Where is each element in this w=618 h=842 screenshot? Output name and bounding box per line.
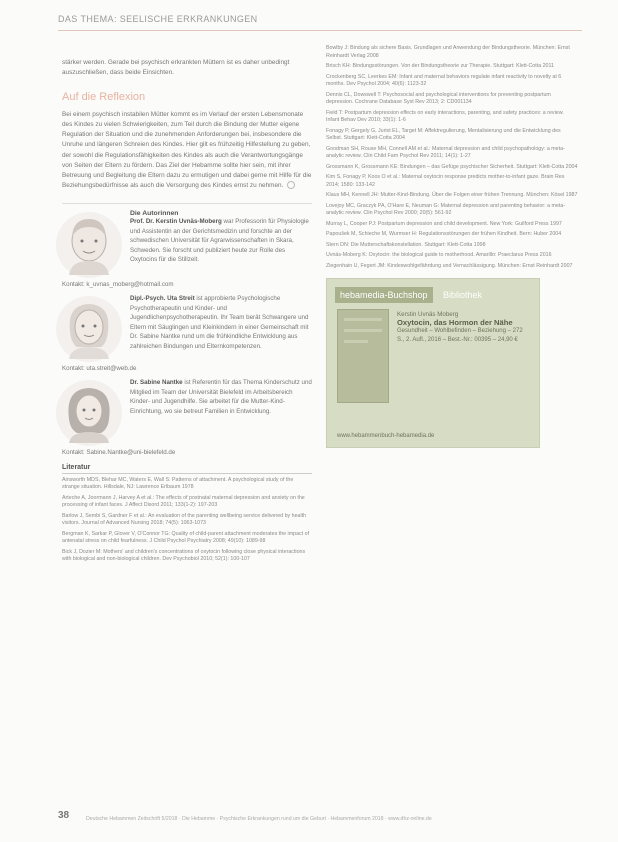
intro-paragraph: stärker werden. Gerade bei psychisch erkrankten Müttern ist es daher unbedingt auszuschließen, dass beide Einsichten.	[62, 59, 290, 77]
reference-item: Papoušek M, Schieche M, Wurmser H: Regulationsstörungen der frühen Kindheit. Bern: Huber 2004	[326, 231, 562, 237]
end-mark-icon	[287, 181, 295, 189]
ad-logo: Bibliothek	[443, 290, 483, 300]
reference-item: Grossmann K, Grossmann KE: Bindungen – das Gefüge psychischer Sicherheit. Stuttgart: Klett-Cotta 2004	[326, 163, 578, 170]
reference-item: Fonagy P, Gergely G, Jurist EL, Target M: Affektregulierung, Mentalisierung und die Entwicklung des Selbst. Stuttgart: Klett-Cotta 2004	[326, 127, 561, 141]
page-number: 38	[58, 810, 70, 821]
author-portrait-2	[56, 296, 122, 362]
reference-item: Klaus MH, Kennell JH: Mutter-Kind-Bindung. Über die Folgen einer frühen Trennung. München: Kösel 1987	[326, 192, 578, 198]
author-contact-1: Kontakt: k_uvnas_moberg@hotmail.com	[62, 280, 174, 288]
reference-item: Brisch KH: Bindungsstörungen. Von der Bindungstheorie zur Therapie. Stuttgart: Klett-Cotta 2011	[326, 63, 554, 69]
reference-item: Bowlby J: Bindung als sichere Basis. Grundlagen und Anwendung der Bindungstheorie. München: Ernst Reinhardt Verlag 2008	[326, 45, 570, 59]
author-text-3: ist Referentin für das Thema Kinderschutz und Mitglied im Team der Universität Bielefeld im Arbeitsbereich Kinder- und Jugendhilfe. Sie arbeitet für die Mutter-Kind-Einrichtung, wo sie betreut Familien in Entwicklung.	[130, 378, 312, 415]
reference-item: Uvnäs-Moberg K: Oxytocin: the biological guide to motherhood. Amarillo: Praeclarus Press 2016	[326, 252, 552, 258]
author-name-3: Dr. Sabine Nantke	[130, 378, 183, 386]
section-heading: Auf die Reflexion	[62, 91, 146, 104]
author-block-2	[62, 294, 312, 372]
author-name-1: Prof. Dr. Kerstin Uvnäs-Moberg	[130, 217, 222, 225]
author-block-1	[62, 210, 312, 288]
reference-item: Murray L, Cooper PJ: Postpartum depression and child development. New York: Guilford Press 1997	[326, 220, 562, 227]
author-portrait-1	[56, 212, 122, 278]
reference-item: Dennis CL, Dowswell T: Psychosocial and psychological interventions for preventing postpartum depression. Cochrane Database Syst Rev 2013; 2: CD001134	[326, 91, 551, 105]
book-cover-image	[337, 309, 389, 403]
literature-ref: Bick J, Dozier M: Mothers' and children's concentrations of oxytocin following close physical interactions with biological and non-biological children. Dev Psychobiol 2010; 52(1): 100-107	[62, 548, 306, 563]
ad-book-details: Gesundheit – Wohlbefinden – Beziehung – 272 S., 2. Aufl., 2016 – Best.-Nr.: 00395 – 24,90 €	[397, 328, 523, 343]
ad-url-link[interactable]: www.hebammenbuch-hebamedia.de	[337, 433, 435, 439]
reference-item: Kim S, Fonagy P, Koos O et al.: Maternal oxytocin response predicts mother-to-infant gaze. Brain Res 2014; 1580: 133-142	[326, 174, 565, 188]
reference-item: Goodman SH, Rouse MH, Connell AM et al.: Maternal depression and child psychopathology: a meta-analytic review. Clin Child Fam Psychol Rev 2011; 14(1): 1-27	[326, 145, 565, 159]
reference-item: Ziegenhain U, Fegert JM: Kindeswohlgefährdung und Vernachlässigung. München: Ernst Reinhardt 2007	[326, 262, 573, 269]
author-contact-2: Kontakt: uta.streit@web.de	[62, 364, 137, 372]
ad-book-author: Kerstin Uvnäs Moberg	[397, 311, 459, 318]
reference-item: Stern DN: Die Mutterschaftskonstellation. Stuttgart: Klett-Cotta 1998	[326, 241, 486, 248]
author-text-1: war Professorin für Physiologie und Assistentin an der Gerichtsmedizin und forschte an der schwedischen Universität für Agrarwissenschaften in Skara, Schweden. Sie forscht und publiziert heute zur Rolle des Oxytocins für die Stillzeit.	[130, 217, 309, 264]
reference-item: Crockenberg SC, Leerkes EM: Infant and maternal behaviors regulate infant reactivity to novelty at 6 months. Dev Psychol 2004; 40(6): 1123-32	[326, 73, 562, 87]
left-column	[62, 58, 312, 567]
ad-brand: hebamedia-Buchshop	[335, 287, 433, 303]
body-paragraph	[62, 110, 312, 191]
author-block-3	[62, 378, 312, 456]
literature-ref: Barlow J, Sembi S, Gardner F et al.: An evaluation of the parenting wellbeing service delivered by health visitors. Journal of Advanced Nursing 2018; 74(5): 1063-1073	[62, 512, 307, 527]
authors-heading: Die Autorinnen	[130, 209, 179, 217]
footer-text: Deutsche Hebammen Zeitschrift 5/2018 · Die Hebamme · Psychische Erkrankungen rund um die Geburt · Hebammenforum 2018 · www.dhz-online.de	[86, 816, 432, 822]
reference-item: Field T: Postpartum depression effects on early interactions, parenting, and safety practices: a review. Infant Behav Dev 2010; 33(1): 1-6	[326, 109, 564, 123]
right-column	[326, 45, 578, 448]
literature-ref: Ainsworth MDS, Blehar MC, Waters E, Wall S: Patterns of attachment. A psychological study of the strange situation. Hillsdale, NJ: Lawrence Erlbaum 1978	[62, 476, 294, 491]
ad-book-title: Oxytocin, das Hormon der Nähe	[397, 318, 513, 327]
author-divider	[62, 203, 312, 204]
literature-title: Literatur	[62, 463, 91, 471]
author-portrait-3	[56, 380, 122, 446]
header-title: DAS THEMA: SEELISCHE ERKRANKUNGEN	[58, 14, 258, 24]
author-contact-3: Kontakt: Sabine.Nantke@uni-bielefeld.de	[62, 448, 176, 456]
author-text-2: ist approbierte Psychologische Psychotherapeutin und Kinder- und Jugendlichenpsychotherapeutin. Ihr Team berät Schwangere und Eltern mit Säuglingen und Kleinkindern in einer Gemeinschaft mit Dr. Sabine Nantke rund um die frühkindliche Entwicklung aus zahlreichen Bindungen und Elternkompetenzen.	[130, 294, 309, 350]
reference-item: Lovejoy MC, Graczyk PA, O'Hare E, Neuman G: Maternal depression and parenting behavior: a meta-analytic review. Clin Psychol Rev 2000; 20(5): 561-92	[326, 202, 566, 216]
ad-info	[397, 311, 527, 345]
literature-ref: Bergman K, Sarkar P, Glover V, O'Connor TG: Quality of child-parent attachment moderates the impact of antenatal stress on child fearfulness. J Child Psychol Psychiatry 2008; 49(10): 1089-98	[62, 530, 310, 545]
header-rule	[58, 30, 582, 31]
book-ad[interactable]	[326, 278, 540, 448]
literature-divider	[62, 473, 312, 474]
body-text: Bei einem psychisch instabilen Mütter kommt es im Verlauf der ersten Lebensmonate des Kindes zu vielen Schwierigkeiten, zum Teil durch die Bindung der Mutter eigene Regulation der Situation und die zunehmenden Anforderungen bei, insbesondere die Unruhe und längeren Schreien des Kindes. Hier gilt es frühzeitig Hilfestellung zu geben, der sowohl die Regulationsfähigkeiten des Kindes als auch die Verantwortungsgänge von Seiten der Eltern zu fördern. Das Ziel der Hebamme sollte hier sein, mit ihrer Betreuung und Begleitung die Eltern dazu zu ermutigen und dabei gerne mit Hilfe für die Beziehungsbedürfnisse als auch die Versorgung des Kindes ernst zu nehmen.	[62, 111, 312, 189]
literature-ref: Arteche A, Joormann J, Harvey A et al.: The effects of postnatal maternal depression and anxiety on the processing of infant faces. J Affect Disord 2011; 133(1-2): 197-203	[62, 494, 305, 509]
author-name-2: Dipl.-Psych. Uta Streit	[130, 294, 195, 302]
